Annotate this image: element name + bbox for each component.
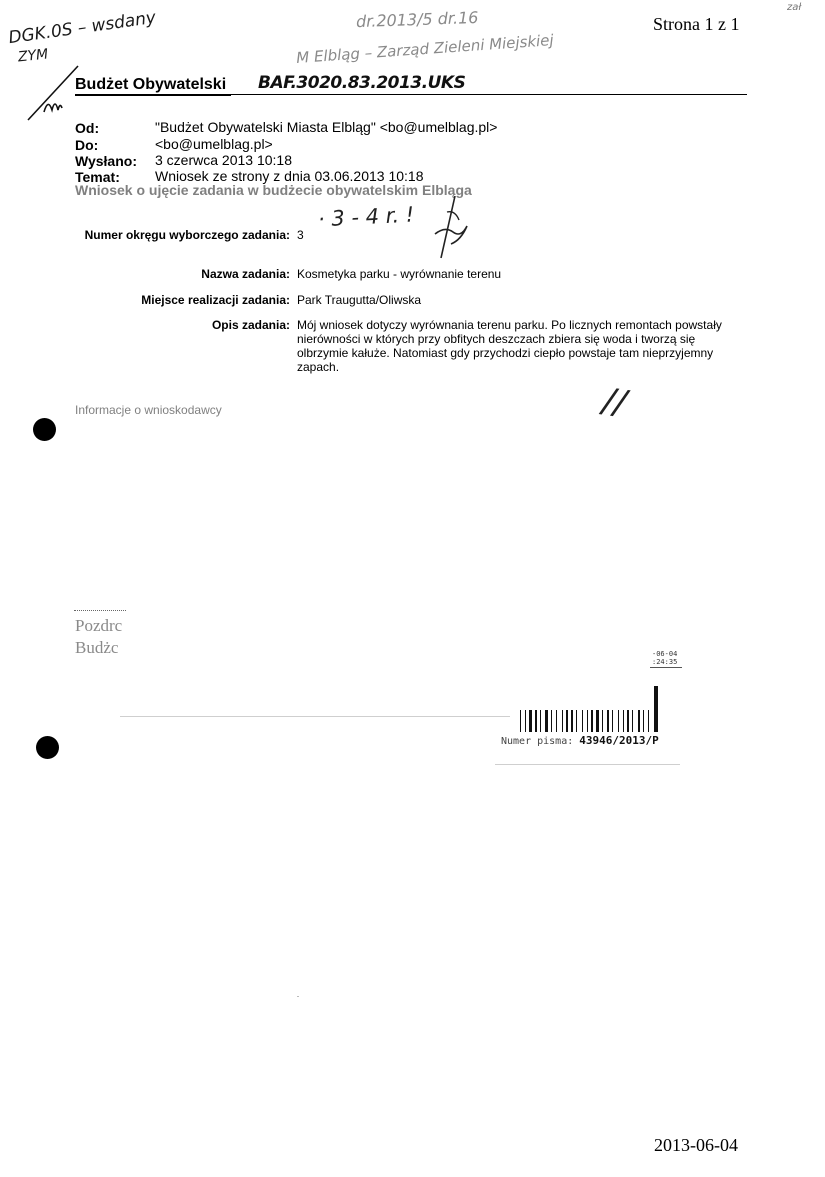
handwritten-initials: ZYM [17, 46, 49, 66]
handwritten-reference: dr.2013/5 dr.16 [355, 7, 479, 32]
handwritten-slashes: // [600, 380, 629, 424]
subject-label: Temat: [75, 169, 120, 185]
letter-number-value: 43946/2013/P [579, 734, 659, 747]
scan-speck [297, 996, 299, 997]
location-label: Miejsce realizacji zadania: [141, 293, 290, 307]
district-label: Numer okręgu wyborczego zadania: [84, 228, 290, 242]
handwritten-signature [425, 192, 475, 262]
closing-divider [74, 610, 126, 611]
applicant-section-heading: Informacje o wnioskodawcy [75, 403, 222, 417]
form-heading: Wniosek o ujęcie zadania w budżecie obywatelskim Elbląga [75, 182, 472, 198]
description-label: Opis zadania: [211, 318, 290, 332]
closing-signature: Budżc [75, 638, 119, 657]
subject-value: Wniosek ze strony z dnia 03.06.2013 10:18 [155, 168, 424, 184]
stamp-time: :24:35 [652, 658, 678, 666]
punch-hole-top [33, 418, 56, 441]
location-value: Park Traugutta/Oliwska [297, 293, 422, 307]
page-number: Strona 1 z 1 [653, 14, 740, 34]
barcode-caption [501, 734, 659, 747]
handwritten-department-note: M Elbląg – Zarząd Zieleni Miejskiej [295, 31, 555, 67]
from-label: Od: [75, 120, 100, 136]
email-header-title: Budżet Obywatelski [75, 76, 227, 93]
handwritten-case-number: BAF.3020.83.2013.UKS [258, 73, 466, 93]
barcode [520, 686, 665, 732]
to-value: <bo@umelblag.pl> [155, 136, 273, 152]
task-name-value: Kosmetyka parku - wyrównanie terenu [297, 267, 502, 281]
stamp-underline [650, 667, 682, 668]
to-label: Do: [75, 137, 99, 153]
stamp-timestamp [652, 650, 677, 666]
handwritten-top-left-note: DGK.0S – wsdany [7, 7, 158, 49]
district-value: 3 [297, 228, 304, 242]
scan-line [120, 716, 510, 717]
description-value: Mój wniosek dotyczy wyrównania terenu parku. Po licznych remontach powstały nierówności w których przy obfitych deszczach zbiera się woda i tworzą się olbrzymie kałuże. Natomiast gdy przychodzi ciepło powstaje tam nieprzyjemny zapach. [297, 318, 722, 374]
from-value: "Budżet Obywatelski Miasta Elbląg" <bo@umelblag.pl> [155, 119, 498, 135]
handwritten-district-note: · 3 - 4 r. ! [317, 202, 415, 232]
letter-number-label: Numer pisma: [501, 736, 574, 747]
stamp-date: -06-04 [652, 650, 678, 658]
header-divider-accent [75, 94, 231, 96]
scan-line [495, 764, 680, 765]
punch-hole-bottom [36, 736, 59, 759]
footer-date: 2013-06-04 [654, 1135, 738, 1155]
corner-mark: zał [787, 2, 802, 13]
task-name-label: Nazwa zadania: [201, 267, 290, 281]
closing-greeting: Pozdrc [75, 616, 123, 635]
sent-value: 3 czerwca 2013 10:18 [155, 152, 292, 168]
sent-label: Wysłano: [75, 153, 137, 169]
